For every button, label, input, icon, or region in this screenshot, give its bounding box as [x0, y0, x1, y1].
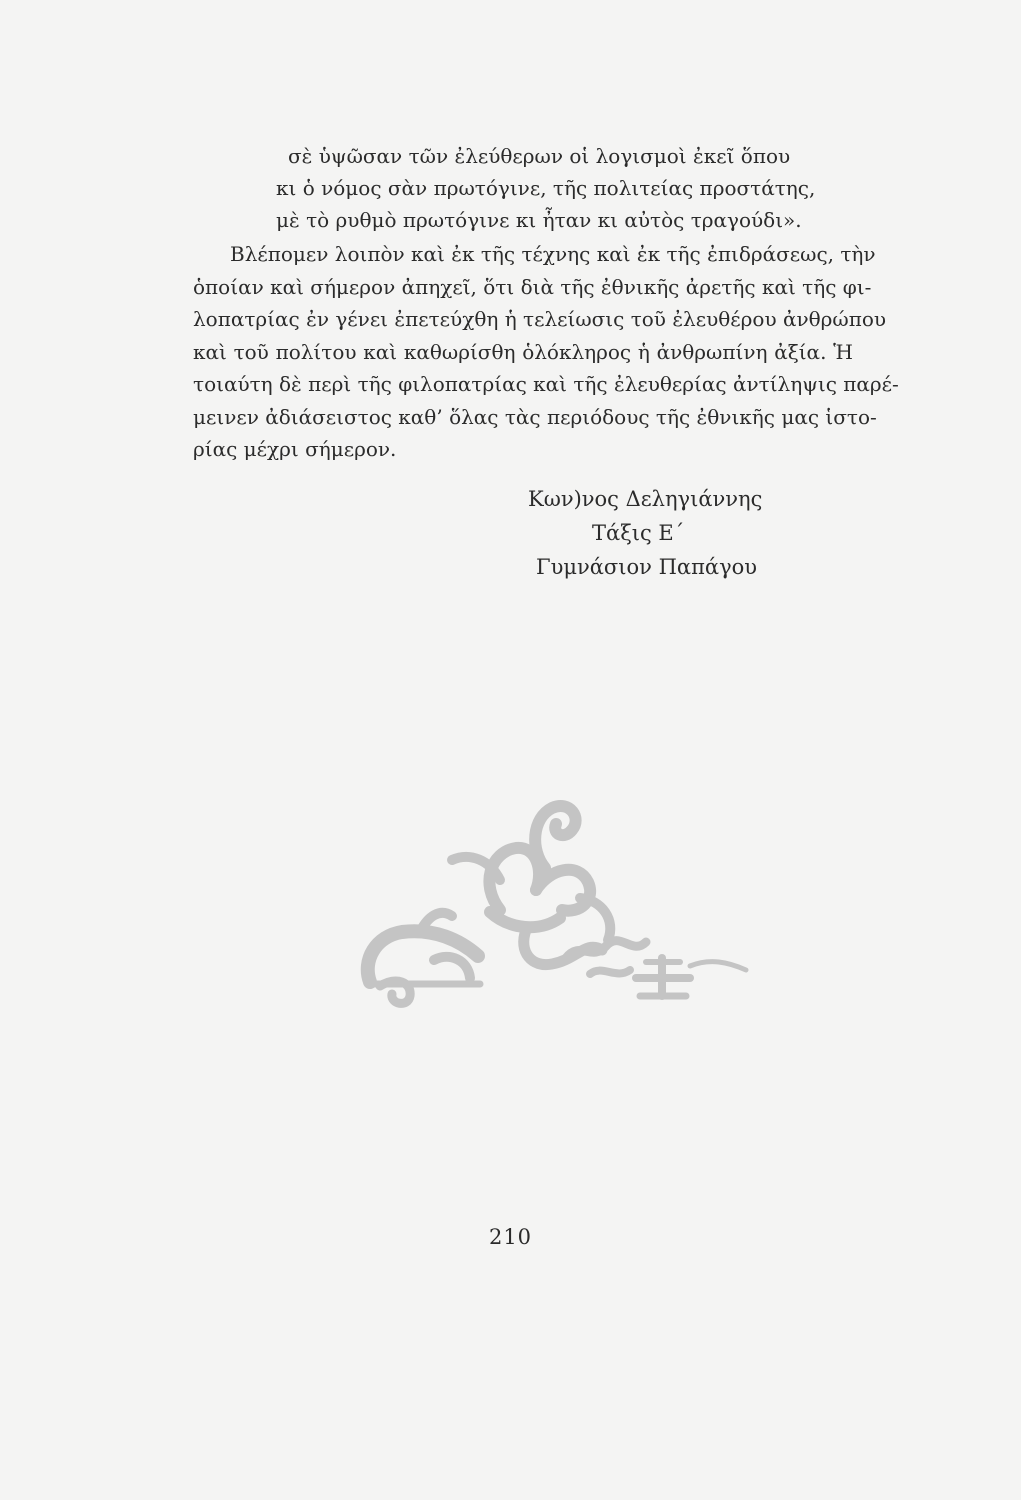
paragraph-line-4: καὶ τοῦ πολίτου καὶ καθωρίσθη ὁλόκληρος ἡ ἀνθρωπίνη ἀξία. Ἡ	[193, 339, 853, 364]
paragraph-line-1: Βλέπομεν λοιπὸν καὶ ἐκ τῆς τέχνης καὶ ἐκ τῆς ἐπιδράσεως, τὴν	[230, 242, 876, 266]
floral-ornament-icon	[340, 790, 760, 1020]
author-school: Γυμνάσιον Παπάγου	[536, 555, 758, 579]
paragraph-line-5: τοιαύτη δὲ περὶ τῆς φιλοπατρίας καὶ τῆς ἐλευθερίας ἀντίληψις παρέ-	[193, 372, 899, 396]
verse-line-1: σὲ ὑψῶσαν τῶν ἐλεύθερων οἱ λογισμοὶ ἐκεῖ ὅπου	[288, 144, 791, 168]
paragraph-line-6: μεινεν ἀδιάσειστος καθ’ ὅλας τὰς περιόδους τῆς ἐθνικῆς μας ἱστο-	[193, 404, 877, 429]
body-paragraph	[193, 238, 899, 466]
verse-line-2: κι ὁ νόμος σὰν πρωτόγινε, τῆς πολιτείας προστάτης,	[276, 176, 816, 200]
paragraph-line-7: ρίας μέχρι σήμερον.	[193, 437, 397, 461]
verse-quote	[270, 140, 870, 236]
verse-line-3: μὲ τὸ ρυθμὸ πρωτόγινε κι ἦταν κι αὐτὸς τραγούδι».	[276, 208, 802, 232]
paragraph-line-2: ὁποίαν καὶ σήμερον ἀπηχεῖ, ὅτι διὰ τῆς ἐθνικῆς ἀρετῆς καὶ τῆς φι-	[193, 274, 872, 299]
author-signature	[470, 482, 810, 584]
author-class: Τάξις Ε΄	[592, 521, 685, 545]
page-number: 210	[488, 1225, 533, 1249]
paragraph-line-3: λοπατρίας ἐν γένει ἐπετεύχθη ἡ τελείωσις τοῦ ἐλευθέρου ἀνθρώπου	[193, 307, 887, 331]
author-name: Κων)νος Δεληγιάννης	[528, 487, 763, 511]
